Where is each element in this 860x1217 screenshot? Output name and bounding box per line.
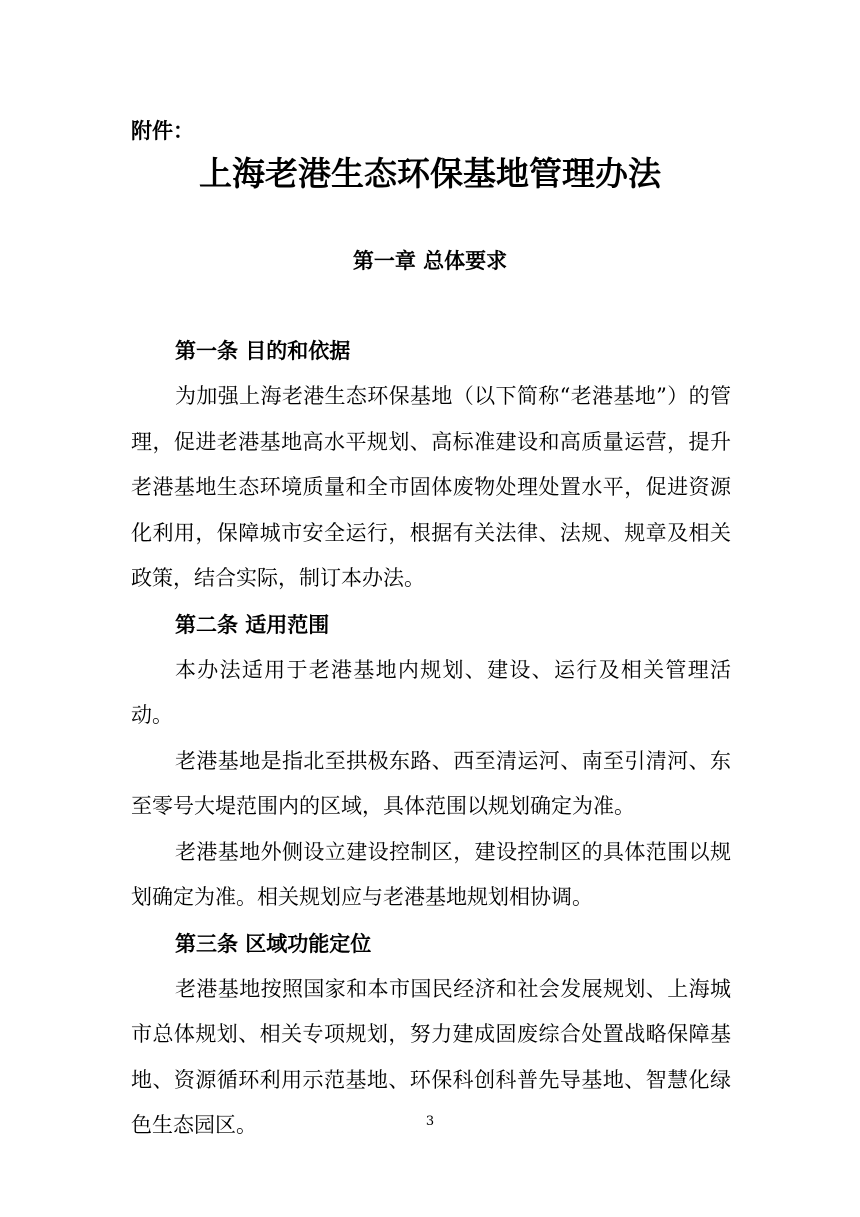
article-heading-3: 第三条 区域功能定位 [175, 931, 372, 956]
article-heading-2: 第二条 适用范围 [175, 612, 330, 637]
article-1-paragraph-1: 为加强上海老港生态环保基地（以下简称“老港基地”）的管理，促进老港基地高水平规划、高标准建设和高质量运营，提升老港基地生态环境质量和全市固体废物处理处置水平，促进资源化利用，保障城市安全运行，根据有关法律、法规、规章及相关政策，结合实际，制订本办法。 [131, 384, 731, 590]
article-2-paragraph-3: 老港基地外侧设立建设控制区，建设控制区的具体范围以规划确定为准。相关规划应与老港基地规划相协调。 [131, 839, 731, 909]
article-heading-1: 第一条 目的和依据 [175, 339, 351, 363]
article-3-paragraph-1: 老港基地按照国家和本市国民经济和社会发展规划、上海城市总体规划、相关专项规划，努力建成固废综合处置战略保障基地、资源循环利用示范基地、环保科创科普先导基地、智慧化绿色生态园区。 [131, 976, 731, 1137]
chapter-heading: 第一章 总体要求 [352, 249, 508, 273]
attachment-label: 附件： [131, 119, 194, 143]
document-title: 上海老港生态环保基地管理办法 [199, 154, 661, 193]
page-number: 3 [425, 1114, 435, 1129]
article-2-paragraph-2: 老港基地是指北至拱极东路、西至清运河、南至引清河、东至零号大堤范围内的区域，具体范围以规划确定为准。 [131, 748, 731, 818]
document-body [131, 328, 731, 1149]
article-2-paragraph-1: 本办法适用于老港基地内规划、建设、运行及相关管理活动。 [131, 657, 731, 727]
